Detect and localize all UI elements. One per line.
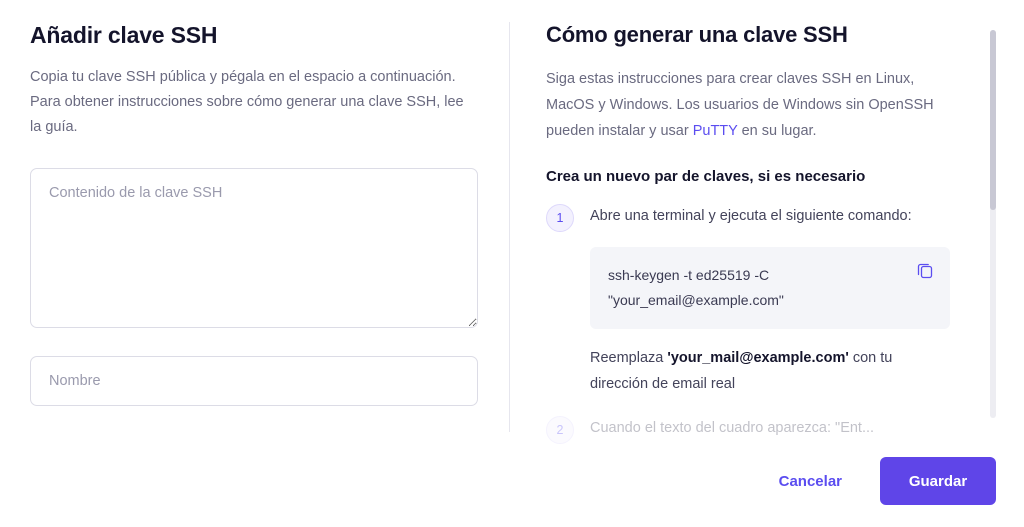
help-intro-part1: Siga estas instrucciones para crear claves SSH en Linux, MacOS y Windows. Los usuarios de Windows sin OpenSSH pueden instalar y usar bbox=[546, 71, 934, 139]
step-text: Cuando el texto del cuadro aparezca: "Ent... bbox=[590, 420, 875, 436]
dialog-footer bbox=[0, 435, 1024, 527]
step-note-part2: con tu dirección de email real bbox=[590, 350, 893, 392]
help-intro bbox=[546, 66, 950, 144]
ssh-key-content-input[interactable] bbox=[30, 168, 478, 328]
copy-icon[interactable] bbox=[916, 261, 934, 279]
step-content bbox=[590, 203, 950, 397]
ssh-key-name-input[interactable] bbox=[30, 356, 478, 406]
help-intro-part2: en su lugar. bbox=[737, 123, 817, 139]
code-block bbox=[590, 247, 950, 329]
ssh-key-form-pane bbox=[30, 22, 510, 432]
form-description: Copia tu clave SSH pública y pégala en el espacio a continuación. Para obtener instrucciones sobre cómo generar una clave SSH, lee la guía. bbox=[30, 69, 464, 135]
help-step-2 bbox=[546, 415, 950, 444]
code-text: ssh-keygen -t ed25519 -C "your_email@example.com" bbox=[608, 267, 784, 308]
help-step-1 bbox=[546, 203, 950, 397]
save-button[interactable]: Guardar bbox=[880, 457, 996, 505]
putty-link[interactable]: PuTTY bbox=[692, 123, 738, 139]
step-text: Abre una terminal y ejecuta el siguiente comando: bbox=[590, 208, 912, 224]
help-scrollbar[interactable] bbox=[990, 30, 996, 418]
help-scrollbar-thumb[interactable] bbox=[990, 30, 996, 210]
cancel-button[interactable]: Cancelar bbox=[765, 463, 856, 500]
step-note bbox=[590, 345, 950, 397]
step-number-badge: 1 bbox=[546, 204, 574, 232]
step-number-badge: 2 bbox=[546, 416, 574, 444]
step-content bbox=[590, 415, 950, 441]
step-note-part1: Reemplaza bbox=[590, 350, 668, 366]
step-note-strong: 'your_mail@example.com' bbox=[667, 350, 849, 366]
page-title: Añadir clave SSH bbox=[30, 22, 218, 48]
help-section-heading: Crea un nuevo par de claves, si es necesario bbox=[546, 168, 866, 185]
help-title: Cómo generar una clave SSH bbox=[546, 22, 848, 47]
ssh-help-pane bbox=[510, 22, 996, 437]
ssh-help-scroll-area bbox=[546, 22, 996, 437]
